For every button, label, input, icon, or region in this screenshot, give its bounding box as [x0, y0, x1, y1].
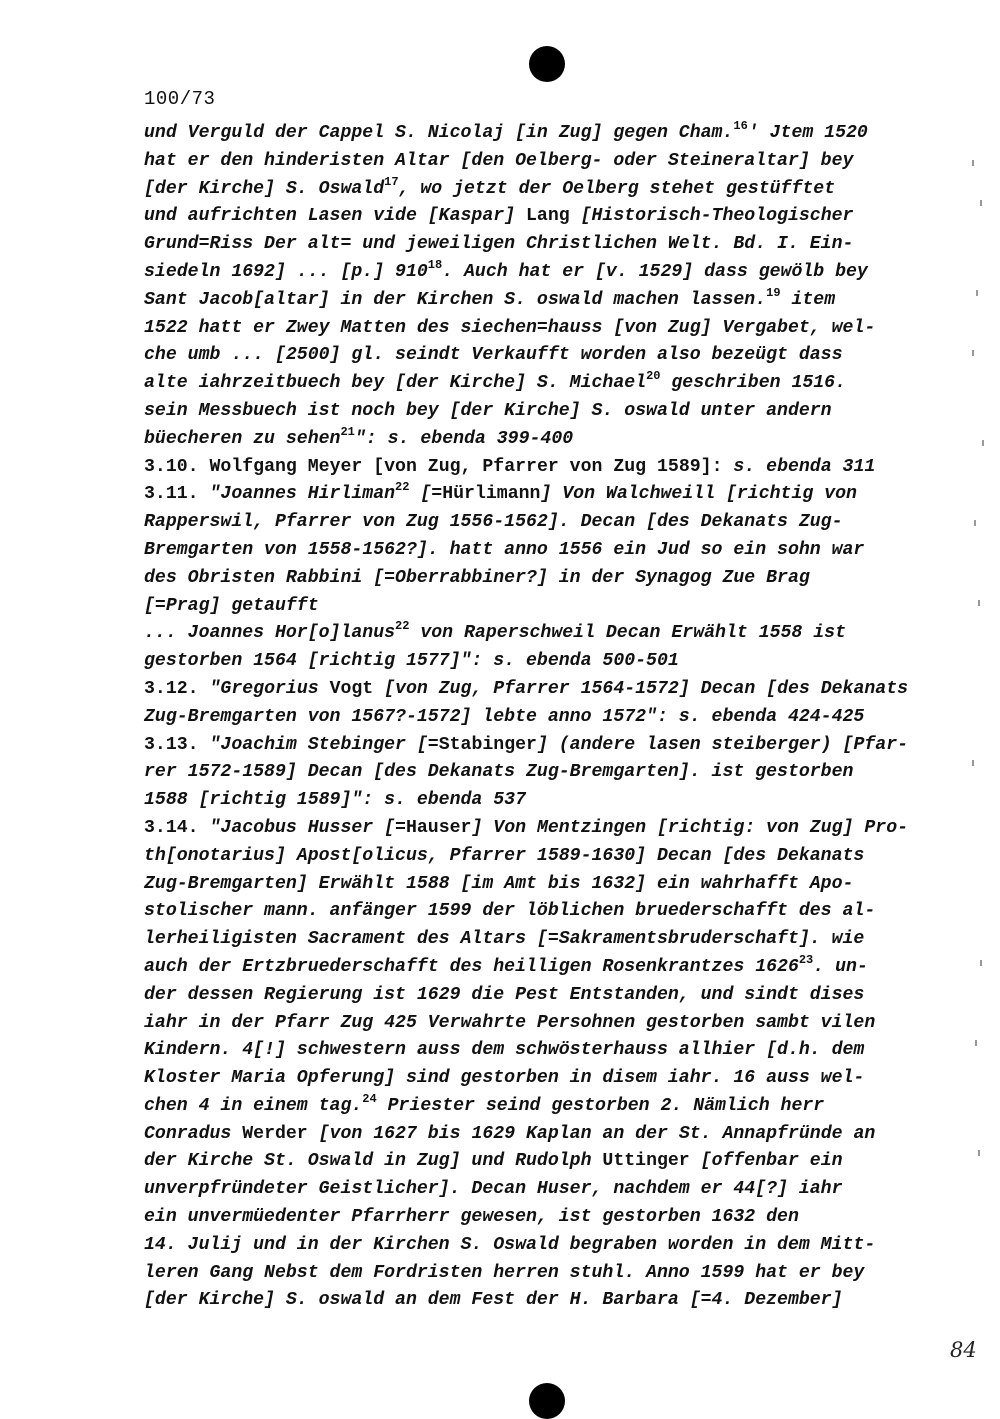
- footnote-ref: 24: [362, 1091, 377, 1106]
- text-line: [144, 1065, 914, 1093]
- text-line: [144, 231, 914, 259]
- text-segment: [=Prag] getaufft: [144, 595, 319, 616]
- footnote-ref: 17: [384, 174, 399, 189]
- text-segment: und aufrichten Lasen vide [Kaspar]: [144, 206, 526, 227]
- text-segment: ] (andere lasen steiberger) [Pfar-: [536, 734, 909, 755]
- text-segment: auch der Ertzbruederschafft des heilligen Rosenkrantzes 1626: [144, 956, 799, 977]
- surname-emphasis: Werder: [242, 1123, 308, 1144]
- text-segment: ] Von Walchweill [richtig von: [540, 484, 857, 505]
- text-segment: Kloster Maria Opferung] sind gestorben in disem iahr. 16 auss wel-: [144, 1068, 865, 1089]
- text-line: [144, 203, 914, 231]
- punch-hole-top: [529, 46, 565, 82]
- text-line: [144, 898, 914, 926]
- text-segment: Bremgarten von 1558-1562?]. hatt anno 1556 ein Jud so ein sohn war: [144, 539, 865, 560]
- text-segment: [Historisch-Theologischer: [569, 206, 854, 227]
- section-number: 3.12.: [144, 678, 210, 699]
- text-line: [144, 176, 914, 204]
- text-line: [144, 509, 914, 537]
- text-line: [144, 120, 914, 148]
- text-segment: ": s. ebenda 399-400: [354, 428, 574, 449]
- document-body: [144, 120, 914, 1315]
- text-segment: . Auch hat er [v. 1529] dass gewölb bey: [442, 261, 868, 282]
- text-line: [144, 843, 914, 871]
- text-segment: Kindern. 4[!] schwestern auss dem schwösterhauss allhier [d.h. dem: [144, 1040, 865, 1061]
- text-line: [144, 259, 914, 287]
- text-segment: item: [780, 289, 836, 310]
- upright-text: Wolfgang: [209, 456, 308, 477]
- text-line: [144, 982, 914, 1010]
- text-segment: lerheiligisten Sacrament des Altars [=Sakramentsbruderschaft]. wie: [144, 929, 865, 950]
- text-segment: alte iahrzeitbuech bey [der Kirche] S. Michael: [144, 373, 647, 394]
- text-line: [144, 342, 914, 370]
- text-segment: Priester seind gestorben 2. Nämlich herr: [376, 1095, 825, 1116]
- text-segment: leren Gang Nebst dem Fordristen herren stuhl. Anno 1599 hat er bey: [144, 1262, 865, 1283]
- text-line: [144, 454, 914, 482]
- footnote-ref: 19: [766, 285, 781, 300]
- footnote-ref: 22: [395, 480, 410, 495]
- text-segment: th[onotarius] Apost[olicus, Pfarrer 1589-1630] Decan [des Dekanats: [144, 845, 865, 866]
- section-number: 3.11.: [144, 484, 210, 505]
- surname-emphasis: Hürlimann: [442, 484, 541, 505]
- text-line: [144, 1204, 914, 1232]
- punch-hole-bottom: [529, 1383, 565, 1419]
- text-line: [144, 426, 914, 454]
- text-segment: des Obristen Rabbini [=Oberrabbiner?] in der Synagog Zue Brag: [144, 567, 810, 588]
- text-line: [144, 954, 914, 982]
- text-line: [144, 481, 914, 509]
- footnote-ref: 21: [340, 424, 355, 439]
- text-segment: "Joachim Stebinger [=: [209, 734, 439, 755]
- text-segment: ein unvermüedenter Pfarrherr gewesen, ist gestorben 1632 den: [144, 1207, 799, 1228]
- text-segment: "Joannes Hirliman: [209, 484, 396, 505]
- surname-emphasis: Meyer: [307, 456, 363, 477]
- text-line: [144, 648, 914, 676]
- text-segment: chen 4 in einem tag.: [144, 1095, 363, 1116]
- text-segment: gestorben 1564 [richtig 1577]": s. ebenda 500-501: [144, 651, 679, 672]
- text-line: [144, 1093, 914, 1121]
- text-line: [144, 1148, 914, 1176]
- text-segment: 1588 [richtig 1589]": s. ebenda 537: [144, 790, 526, 811]
- section-number: 3.10.: [144, 456, 210, 477]
- text-line: [144, 815, 914, 843]
- text-segment: "Gregorius: [209, 678, 330, 699]
- text-segment: siedeln 1692] ... [p.] 910: [144, 261, 428, 282]
- text-line: [144, 593, 914, 621]
- text-line: [144, 1260, 914, 1288]
- surname-emphasis: Uttinger: [602, 1151, 690, 1172]
- text-line: [144, 315, 914, 343]
- text-segment: geschriben 1516.: [660, 373, 847, 394]
- page-label: 100/73: [144, 88, 216, 110]
- text-segment: [der Kirche] S. oswald an dem Fest der H. Barbara [=4. Dezember]: [144, 1290, 843, 1311]
- text-segment: stolischer mann. anfänger 1599 der löblichen bruederschafft des al-: [144, 901, 876, 922]
- text-line: [144, 1010, 914, 1038]
- text-line: [144, 732, 914, 760]
- text-line: [144, 148, 914, 176]
- text-line: [144, 787, 914, 815]
- text-line: [144, 537, 914, 565]
- text-segment: Grund=Riss Der alt= und jeweiligen Christlichen Welt. Bd. I. Ein-: [144, 234, 854, 255]
- text-segment: sein Messbuech ist noch bey [der Kirche] S. oswald unter andern: [144, 400, 832, 421]
- text-segment: [von 1627 bis 1629 Kaplan an der St. Annapfründe an: [307, 1123, 876, 1144]
- text-line: [144, 370, 914, 398]
- text-segment: [=: [409, 484, 443, 505]
- text-segment: der Kirche St. Oswald in Zug] und Rudolph: [144, 1151, 603, 1172]
- text-line: [144, 704, 914, 732]
- text-segment: Zug-Bremgarten] Erwählt 1588 [im Amt bis 1632] ein wahrhafft Apo-: [144, 873, 854, 894]
- text-segment: Conradus: [144, 1123, 243, 1144]
- text-line: [144, 1287, 914, 1315]
- text-segment: Sant Jacob[altar] in der Kirchen S. oswald machen lassen.: [144, 289, 767, 310]
- margin-scan-marks: [972, 140, 996, 1240]
- section-number: 3.13.: [144, 734, 210, 755]
- text-segment: Zug-Bremgarten von 1567?-1572] lebte anno 1572": s. ebenda 424-425: [144, 706, 865, 727]
- text-segment: ' Jtem 1520: [747, 123, 868, 143]
- footnote-ref: 22: [395, 619, 410, 634]
- text-line: [144, 620, 914, 648]
- surname-emphasis: Lang: [526, 206, 570, 227]
- text-segment: unverpfründeter Geistlicher]. Decan Huser, nachdem er 44[?] iahr: [144, 1179, 843, 1200]
- handwritten-folio-number: 84: [950, 1338, 977, 1362]
- text-line: [144, 676, 914, 704]
- surname-emphasis: Hauser: [405, 817, 472, 838]
- text-segment: s. ebenda 311: [733, 456, 876, 477]
- text-segment: und Verguld der Cappel S. Nicolaj [in Zug] gegen Cham.: [144, 123, 734, 143]
- text-line: [144, 871, 914, 899]
- section-number: 3.14.: [144, 817, 210, 838]
- surname-emphasis: Vogt: [329, 678, 374, 699]
- text-segment: . un-: [813, 956, 868, 977]
- text-segment: hat er den hinderisten Altar [den Oelberg- oder Steineraltar] bey: [144, 150, 854, 171]
- footnote-ref: 16: [733, 119, 748, 133]
- text-line: [144, 1037, 914, 1065]
- text-line: [144, 1232, 914, 1260]
- text-line: [144, 1176, 914, 1204]
- text-line: [144, 287, 914, 315]
- text-segment: [offenbar ein: [689, 1151, 843, 1172]
- text-segment: ] Von Mentzingen [richtig: von Zug] Pro-: [471, 817, 909, 838]
- text-segment: 14. Julij und in der Kirchen S. Oswald begraben worden in dem Mitt-: [144, 1234, 876, 1255]
- text-line: [144, 565, 914, 593]
- text-segment: büecheren zu sehen: [144, 428, 341, 449]
- text-segment: [von Zug, Pfarrer 1564-1572] Decan [des Dekanats: [373, 678, 909, 699]
- text-segment: Rapperswil, Pfarrer von Zug 1556-1562]. Decan [des Dekanats Zug-: [144, 512, 843, 533]
- text-line: [144, 926, 914, 954]
- text-line: [144, 398, 914, 426]
- text-segment: che umb ... [2500] gl. seindt Verkaufft worden also bezeügt dass: [144, 345, 843, 366]
- text-segment: , wo jetzt der Oelberg stehet gestüfftet: [398, 178, 836, 199]
- text-segment: iahr in der Pfarr Zug 425 Verwahrte Persohnen gestorben sambt vilen: [144, 1012, 876, 1033]
- text-segment: "Jacobus Husser [=: [209, 817, 406, 838]
- footnote-ref: 23: [798, 952, 814, 967]
- text-line: [144, 759, 914, 787]
- text-segment: von Raperschweil Decan Erwählt 1558 ist: [409, 623, 847, 644]
- text-segment: ... Joannes Hor[o]lanus: [144, 623, 396, 644]
- text-segment: der dessen Regierung ist 1629 die Pest Entstanden, und sindt dises: [144, 984, 865, 1005]
- text-segment: rer 1572-1589] Decan [des Dekanats Zug-Bremgarten]. ist gestorben: [144, 762, 854, 783]
- surname-emphasis: Stabinger: [438, 734, 537, 755]
- text-segment: [der Kirche] S. Oswald: [144, 178, 385, 199]
- upright-text: [von Zug, Pfarrer von Zug 1589]:: [362, 456, 734, 477]
- text-segment: 1522 hatt er Zwey Matten des siechen=hauss [von Zug] Vergabet, wel-: [144, 317, 876, 338]
- text-line: [144, 1121, 914, 1149]
- footnote-ref: 20: [646, 369, 661, 384]
- footnote-ref: 18: [427, 257, 443, 272]
